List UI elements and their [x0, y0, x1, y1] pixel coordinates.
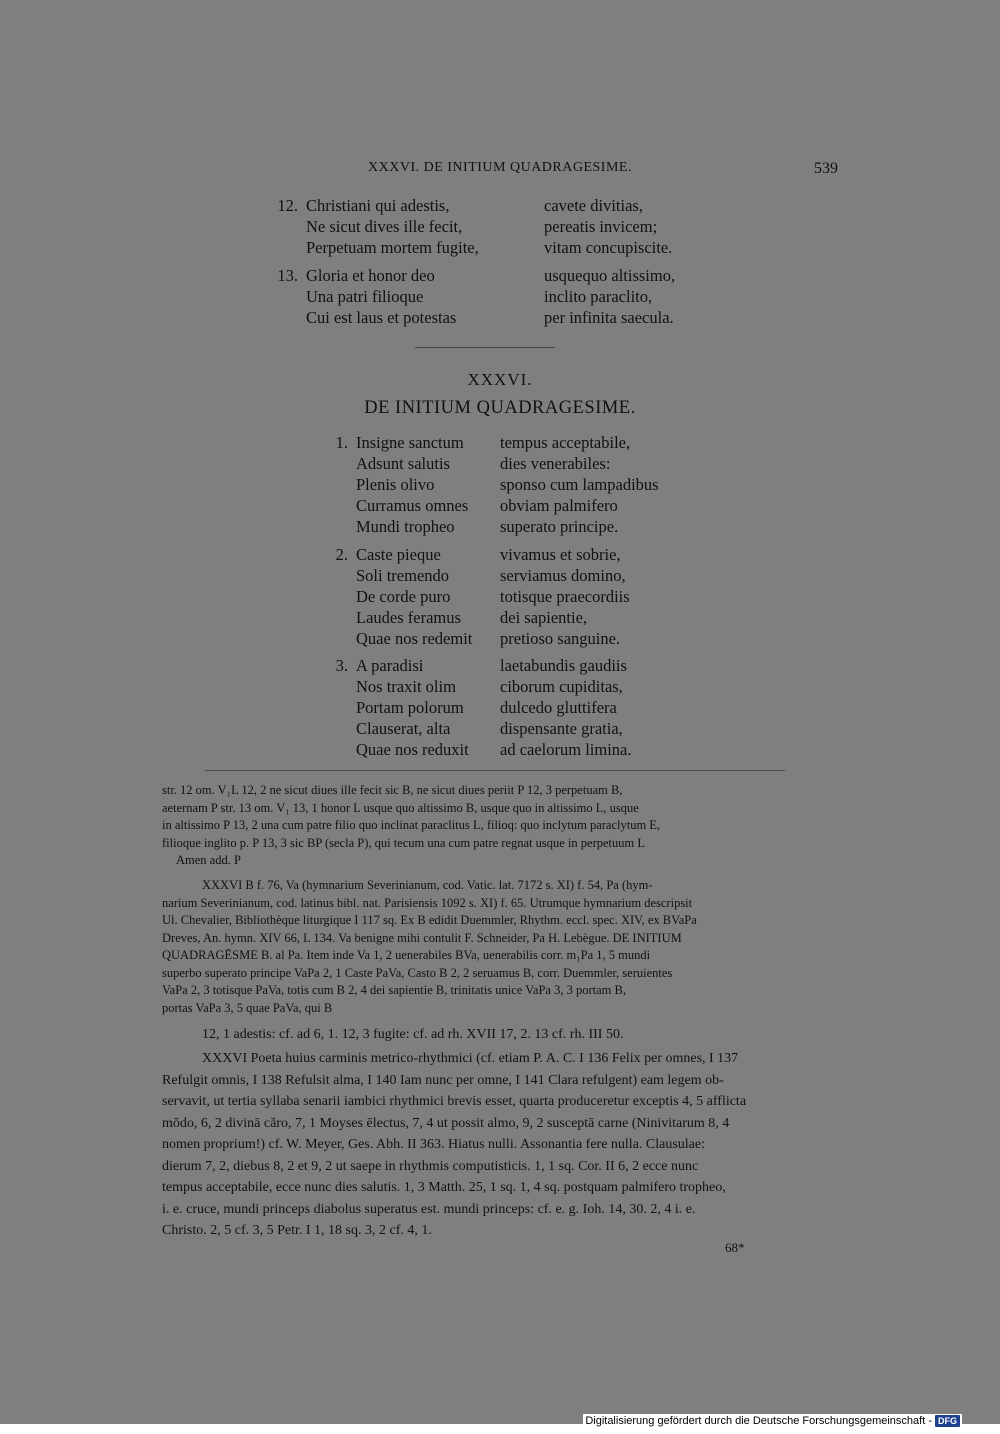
verse-first-half: Nos traxit olim: [356, 677, 456, 696]
verse-line: [322, 607, 702, 628]
verse-first-half: Ne sicut dives ille fecit,: [306, 217, 463, 236]
apparatus-line: filioque inglito p. P 13, 3 sic BP (secla P), qui tecum una cum patre regnat usque in perpetuum L: [162, 835, 646, 850]
loci-similes: [162, 1024, 837, 1046]
verse-second-half: dulcedo gluttifera: [500, 698, 617, 717]
page-number: 539: [814, 160, 838, 177]
verse-first-half: Una patri filioque: [306, 287, 424, 306]
section-divider: [415, 347, 555, 348]
stanza-1: [322, 432, 702, 537]
verse-line: [322, 453, 702, 474]
commentary-line: i. e. cruce, mundi princeps diabolus superatus est. mundi princeps: cf. e. g. Ioh. 14, 30. 2, 4 i. e.: [162, 1201, 696, 1217]
verse-first-half: Portam polorum: [356, 698, 464, 717]
apparatus-line: Ul. Chevalier, Bibliothèque liturgique I 117 sq. Ex B edidit Duemmler, Rhythm. eccl. spec. XIV, ex BVaPa: [162, 913, 697, 927]
verse-first-half: De corde puro: [356, 587, 451, 606]
verse-line: [322, 544, 702, 565]
commentary-line: XXXVI Poeta huius carminis metrico-rhythmici (cf. etiam P. A. C. I 136 Felix per omnes, I 137: [202, 1051, 739, 1066]
apparatus-previous: [162, 782, 837, 870]
stanza-number: 12.: [277, 196, 298, 215]
verse-first-half: Quae nos redemit: [356, 629, 473, 648]
apparatus-line: Dreves, An. hymn. XIV 66, L 134. Va benigne mihi contulit F. Schneider, Pa H. Lebègue. DE INITIUM: [162, 930, 682, 945]
verse-line: [322, 495, 702, 516]
verse-second-half: ciborum cupiditas,: [500, 677, 623, 696]
verse-line: [272, 265, 732, 286]
verse-line: [322, 474, 702, 495]
apparatus-line: in altissimo P 13, 2 una cum patre filio quo inclinat paraclitus L, filioq: quo inclytum paraclytum E,: [162, 818, 661, 832]
verse-second-half: laetabundis gaudiis: [500, 656, 627, 675]
notes-rule: [205, 770, 785, 771]
apparatus-line: str. 12 om. V₁L 12, 2 ne sicut diues ille fecit sic B, ne sicut diues periit P 12, 3 perpetuam B,: [162, 783, 623, 797]
verse-first-half: Adsunt salutis: [356, 454, 450, 473]
verse-second-half: inclito paraclito,: [544, 287, 653, 306]
verse-first-half: Christiani qui adestis,: [306, 196, 450, 215]
stanza-number: 2.: [335, 545, 348, 564]
verse-second-half: obviam palmifero: [500, 496, 618, 515]
commentary-line: mŏdo, 6, 2 divinā căro, 7, 1 Moyses ēlectus, 7, 4 ut possit almo, 9, 2 susceptā carne (Ninivitarum 8, 4: [162, 1115, 730, 1131]
verse-first-half: Insigne sanctum: [356, 433, 464, 452]
commentary-line: dierum 7, 2, diebus 8, 2 et 9, 2 ut saepe in rhythmis computisticis. 1, 1 sq. Cor. II 6, 2 ecce nunc: [162, 1158, 699, 1174]
verse-second-half: dispensante gratia,: [500, 719, 623, 738]
apparatus-line: XXXVI B f. 76, Va (hymnarium Severinianum, cod. Vatic. lat. 7172 s. XI) f. 54, Pa (hym-: [202, 878, 653, 892]
credit-text: Digitalisierung gefördert durch die Deutsche Forschungsgemeinschaft -: [585, 1415, 932, 1427]
verse-first-half: Quae nos reduxit: [356, 740, 469, 759]
verse-first-half: Mundi tropheo: [356, 517, 455, 536]
verse-line: [272, 237, 732, 258]
apparatus-line: VaPa 2, 3 totisque PaVa, totis cum B 2, 4 dei sapientie B, trinitatis unice VaPa 3, 3 portam B,: [162, 983, 626, 997]
apparatus-line: narium Severinianum, cod. latinus bibl. nat. Parisiensis 1092 s. XI) f. 65. Utrumque hymnarium descripsit: [162, 895, 693, 910]
verse-line: [322, 432, 702, 453]
verse-line: [272, 286, 732, 307]
page-header: [0, 160, 1000, 184]
verse-line: [322, 565, 702, 586]
stanza-number: 3.: [335, 656, 348, 675]
apparatus-line: superbo superato principe VaPa 2, 1 Caste PaVa, Casto B 2, 2 seruamus B, corr. Duemmler, seruientes: [162, 965, 673, 980]
commentary-line: tempus acceptabile, ecce nunc dies salutis. 1, 3 Matth. 25, 1 sq. 1, 4 sq. postquam palmifero tropheo,: [162, 1180, 726, 1195]
verse-second-half: dies venerabiles:: [500, 454, 611, 473]
verse-first-half: Perpetuam mortem fugite,: [306, 238, 479, 257]
stanza-number: 1.: [335, 433, 348, 452]
verse-line: [322, 628, 702, 649]
verse-first-half: Soli tremendo: [356, 566, 450, 585]
signature-mark: 68*: [725, 1240, 745, 1255]
verse-second-half: dei sapientie,: [500, 608, 588, 627]
verse-first-half: Gloria et honor deo: [306, 266, 435, 285]
hymn-number: XXXVI.: [467, 370, 533, 389]
commentary-line: Refulgit omnis, I 138 Refulsit alma, I 140 Iam nunc per omne, I 141 Clara refulgent) eam legem ob-: [162, 1072, 724, 1088]
apparatus-line: portas VaPa 3, 5 quae PaVa, qui B: [162, 1000, 333, 1015]
verse-second-half: serviamus domino,: [500, 566, 626, 585]
dfg-logo-icon: DFG: [935, 1415, 960, 1427]
commentary-line: servavit, ut tertia syllaba senarii iambici rhythmici brevis esset, quarta produceretur exceptis 4, 5 afflicta: [162, 1094, 747, 1109]
verse-second-half: tempus acceptabile,: [500, 433, 631, 452]
verse-line: [322, 516, 702, 537]
verse-first-half: A paradisi: [356, 656, 424, 675]
verse-first-half: Plenis olivo: [356, 475, 435, 494]
verse-first-half: Cui est laus et potestas: [306, 308, 457, 327]
stanza-number: 13.: [277, 266, 298, 285]
verse-second-half: pereatis invicem;: [544, 217, 658, 236]
stanza-3: [322, 655, 702, 760]
verse-line: [322, 586, 702, 607]
digitization-credit: [583, 1414, 962, 1428]
verse-line: [322, 718, 702, 739]
verse-line: [272, 216, 732, 237]
loci-line: 12, 1 adestis: cf. ad 6, 1. 12, 3 fugite: cf. ad rh. XVII 17, 2. 13 cf. rh. III 50.: [202, 1027, 624, 1042]
verse-second-half: vivamus et sobrie,: [500, 545, 621, 564]
verse-first-half: Laudes feramus: [356, 608, 461, 627]
verse-second-half: sponso cum lampadibus: [500, 475, 659, 494]
verse-first-half: Curramus omnes: [356, 496, 469, 515]
verse-second-half: vitam concupiscite.: [544, 238, 673, 257]
verse-second-half: totisque praecordiis: [500, 587, 630, 606]
running-head: XXXVI. DE INITIUM QUADRAGESIME.: [368, 160, 632, 175]
verse-line: [322, 655, 702, 676]
apparatus-line: QUADRAGĒSME B. al Pa. Item inde Va 1, 2 uenerabiles BVa, uenerabilis corr. m₁Pa 1, 5 mundi: [162, 948, 651, 962]
verse-second-half: per infinita saecula.: [544, 308, 674, 327]
verse-second-half: ad caelorum limina.: [500, 740, 632, 759]
verse-line: [322, 697, 702, 718]
stanza-13: [272, 265, 732, 328]
apparatus-hymn: [162, 877, 837, 1017]
stanza-2: [322, 544, 702, 649]
verse-second-half: usquequo altissimo,: [544, 266, 676, 285]
verse-second-half: superato principe.: [500, 517, 619, 536]
verse-second-half: pretioso sanguine.: [500, 629, 621, 648]
verse-line: [322, 676, 702, 697]
verse-second-half: cavete divitias,: [544, 196, 643, 215]
verse-line: [272, 195, 732, 216]
apparatus-line: aeternam P str. 13 om. V₁ 13, 1 honor L usque quo altissimo B, usque quo in altissimo L, usque: [162, 800, 639, 815]
commentary-line: Christo. 2, 5 cf. 3, 5 Petr. I 1, 18 sq. 3, 2 cf. 4, 1.: [162, 1223, 432, 1238]
commentary-line: nomen proprium!) cf. W. Meyer, Ges. Abh. II 363. Hiatus nulli. Assonantia fere nulla. Clausulae:: [162, 1137, 705, 1152]
verse-line: [322, 739, 702, 760]
apparatus-line: Amen add. P: [176, 853, 241, 867]
verse-first-half: Clauserat, alta: [356, 719, 451, 738]
hymn-title: DE INITIUM QUADRAGESIME.: [364, 398, 636, 418]
verse-line: [272, 307, 732, 328]
commentary: [162, 1048, 837, 1242]
stanza-12: [272, 195, 732, 258]
verse-first-half: Caste pieque: [356, 545, 441, 564]
